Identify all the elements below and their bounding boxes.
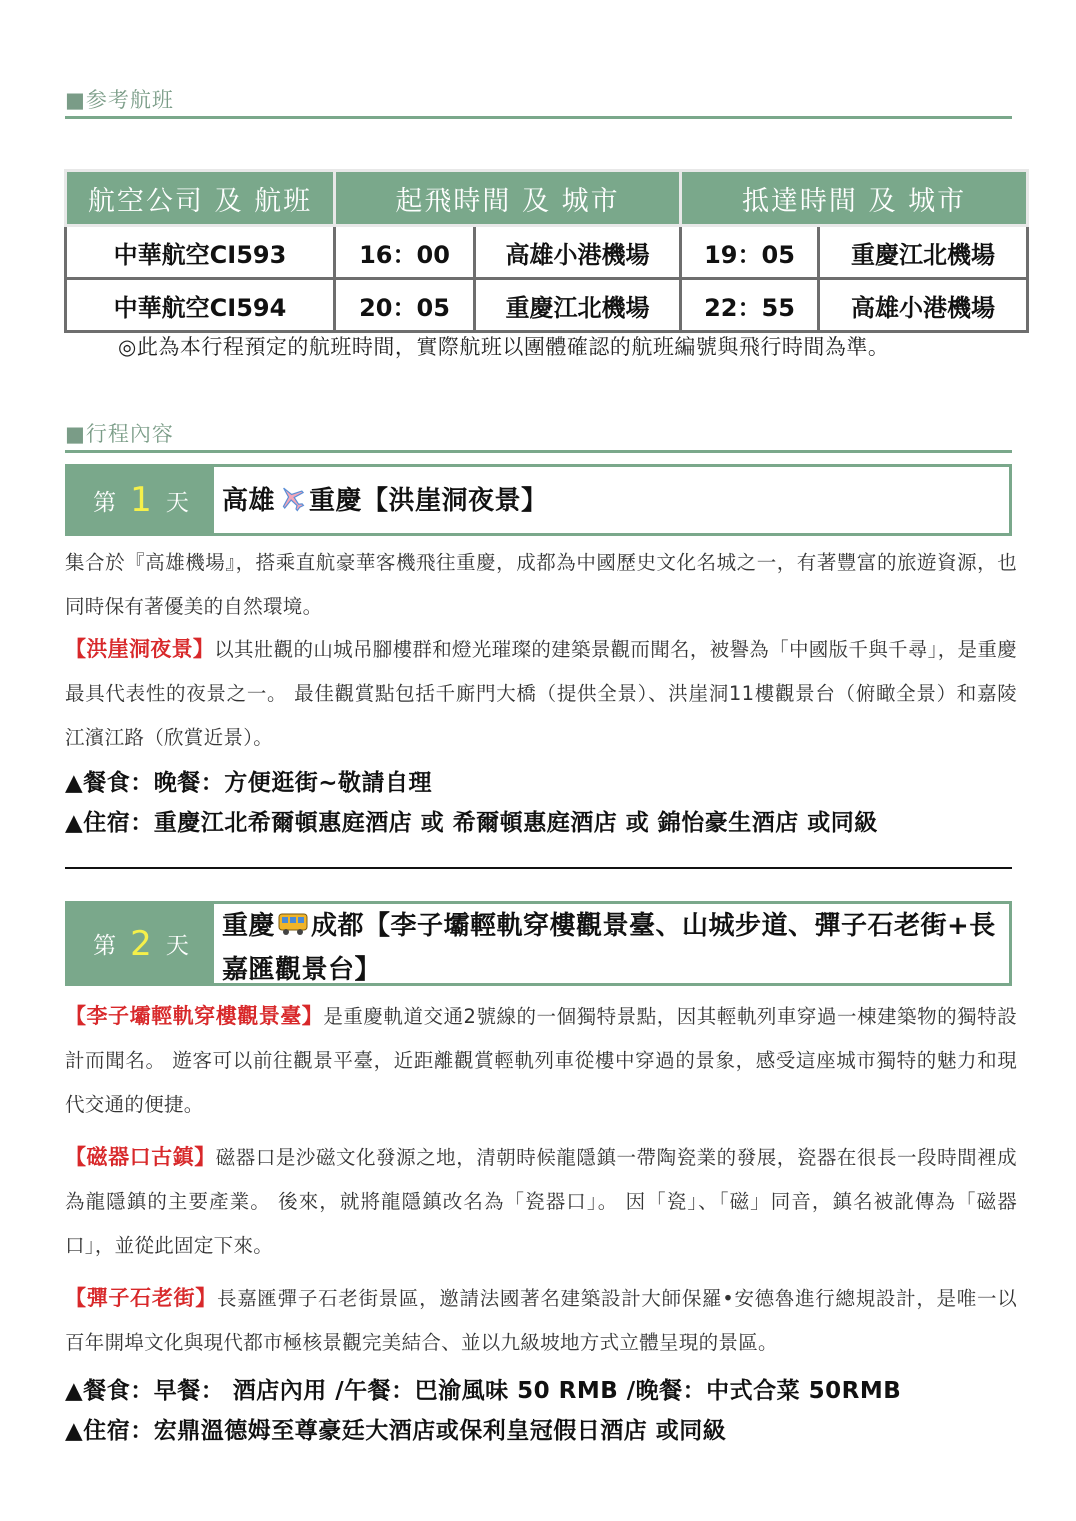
- attraction-name: 【彈子石老街】: [65, 1286, 217, 1310]
- attraction-description: 是重慶軌道交通2號線的一個獨特景點，因其輕軌列車穿過一棟建築物的獨特設計而聞名。 遊客可以前往觀景平臺，近距離觀賞輕軌列車從樓中穿過的景象，感受這座城市獨特的魅力和現代交通的便捷。: [65, 1005, 1017, 1116]
- attraction-description: 長嘉匯彈子石老街景區，邀請法國著名建築設計大師保羅•安德魯進行總規設計，是唯一以百年開埠文化與現代都市極核景觀完美結合、並以九級坡地方式立體呈現的景區。: [65, 1287, 1017, 1354]
- table-row: [66, 226, 1028, 279]
- flight-table: [64, 169, 1029, 333]
- day2-attraction-1: [65, 994, 1017, 1127]
- day2-meals: ▲餐食：早餐： 酒店內用 /午餐：巴渝風味 50 RMB /晚餐：中式合菜 50RMB: [65, 1378, 902, 1404]
- day2-title: [214, 904, 1009, 983]
- day2-banner: [65, 901, 1012, 986]
- day2-badge: [68, 904, 214, 983]
- flight-note: ◎此為本行程預定的航班時間，實際航班以團體確認的航班編號與飛行時間為準。: [118, 335, 890, 359]
- bus-icon: [277, 910, 309, 950]
- day-number: 2: [130, 923, 152, 964]
- arrival-time: 22：55: [681, 279, 819, 332]
- arrival-city: 重慶江北機場: [819, 226, 1028, 279]
- header-departure: 起飛時間 及 城市: [335, 171, 681, 226]
- flights-section-heading: ■参考航班: [65, 84, 1012, 119]
- header-airline: 航空公司 及 航班: [66, 171, 335, 226]
- airplane-icon: [277, 483, 307, 525]
- day1-banner: [65, 464, 1012, 536]
- attraction-name: 【李子壩輕軌穿樓觀景臺】: [65, 1004, 324, 1028]
- day-label-suffix: 天: [165, 489, 189, 516]
- flight-table-header: [66, 171, 1028, 226]
- departure-time: 20：05: [335, 279, 475, 332]
- day2-attraction-2: [65, 1135, 1017, 1268]
- attraction-name: 【洪崖洞夜景】: [65, 637, 215, 661]
- attraction-name: 【磁器口古鎮】: [65, 1145, 216, 1169]
- departure-city: 重慶江北機場: [475, 279, 681, 332]
- day1-attraction: [65, 627, 1017, 760]
- day1-meals: ▲餐食：晚餐：方便逛街~敬請自理: [65, 770, 432, 796]
- attraction-description: 以其壯觀的山城吊腳樓群和燈光璀璨的建築景觀而聞名，被譽為「中國版千與千尋」，是重慶最具代表性的夜景之一。 最佳觀賞點包括千廝門大橋（提供全景）、洪崖洞11樓觀景台（俯瞰全景）和嘉陵江濱江路（欣賞近景）。: [65, 638, 1017, 749]
- title-destination: 成都【李子壩輕軌穿樓觀景臺、山城步道、彈子石老街+長嘉匯觀景台】: [222, 911, 996, 985]
- flight-number: 中華航空CI594: [66, 279, 335, 332]
- day1-intro: 集合於『高雄機場』，搭乘直航豪華客機飛往重慶，成都為中國歷史文化名城之一，有著豐富的旅遊資源，也同時保有著優美的自然環境。: [65, 551, 1017, 618]
- title-origin: 高雄: [222, 486, 276, 516]
- day-label-prefix: 第: [93, 489, 117, 516]
- title-destination: 重慶【洪崖洞夜景】: [309, 486, 548, 516]
- itinerary-section-heading: ■行程內容: [65, 418, 1012, 453]
- day-number: 1: [130, 480, 152, 520]
- arrival-city: 高雄小港機場: [819, 279, 1028, 332]
- header-arrival: 抵達時間 及 城市: [681, 171, 1028, 226]
- day-label-prefix: 第: [93, 933, 117, 959]
- day2-hotel: ▲住宿：宏鼎溫德姆至尊豪廷大酒店或保利皇冠假日酒店 或同級: [65, 1418, 727, 1444]
- day1-hotel: ▲住宿：重慶江北希爾頓惠庭酒店 或 希爾頓惠庭酒店 或 錦怡豪生酒店 或同級: [65, 810, 878, 836]
- day-label-suffix: 天: [165, 933, 189, 959]
- divider: [65, 867, 1012, 869]
- departure-time: 16：00: [335, 226, 475, 279]
- day2-attraction-3: [65, 1276, 1017, 1365]
- day1-title: [214, 467, 1009, 533]
- attraction-description: 磁器口是沙磁文化發源之地，清朝時候龍隱鎮一帶陶瓷業的發展，瓷器在很長一段時間裡成為龍隱鎮的主要產業。 後來，就將龍隱鎮改名為「瓷器口」。 因「瓷」、「磁」同音，鎮名被訛傳為「磁器口」，並從此固定下來。: [65, 1146, 1017, 1257]
- title-origin: 重慶: [222, 911, 276, 941]
- day1-badge: [68, 467, 214, 533]
- arrival-time: 19：05: [681, 226, 819, 279]
- flight-number: 中華航空CI593: [66, 226, 335, 279]
- departure-city: 高雄小港機場: [475, 226, 681, 279]
- table-row: [66, 279, 1028, 332]
